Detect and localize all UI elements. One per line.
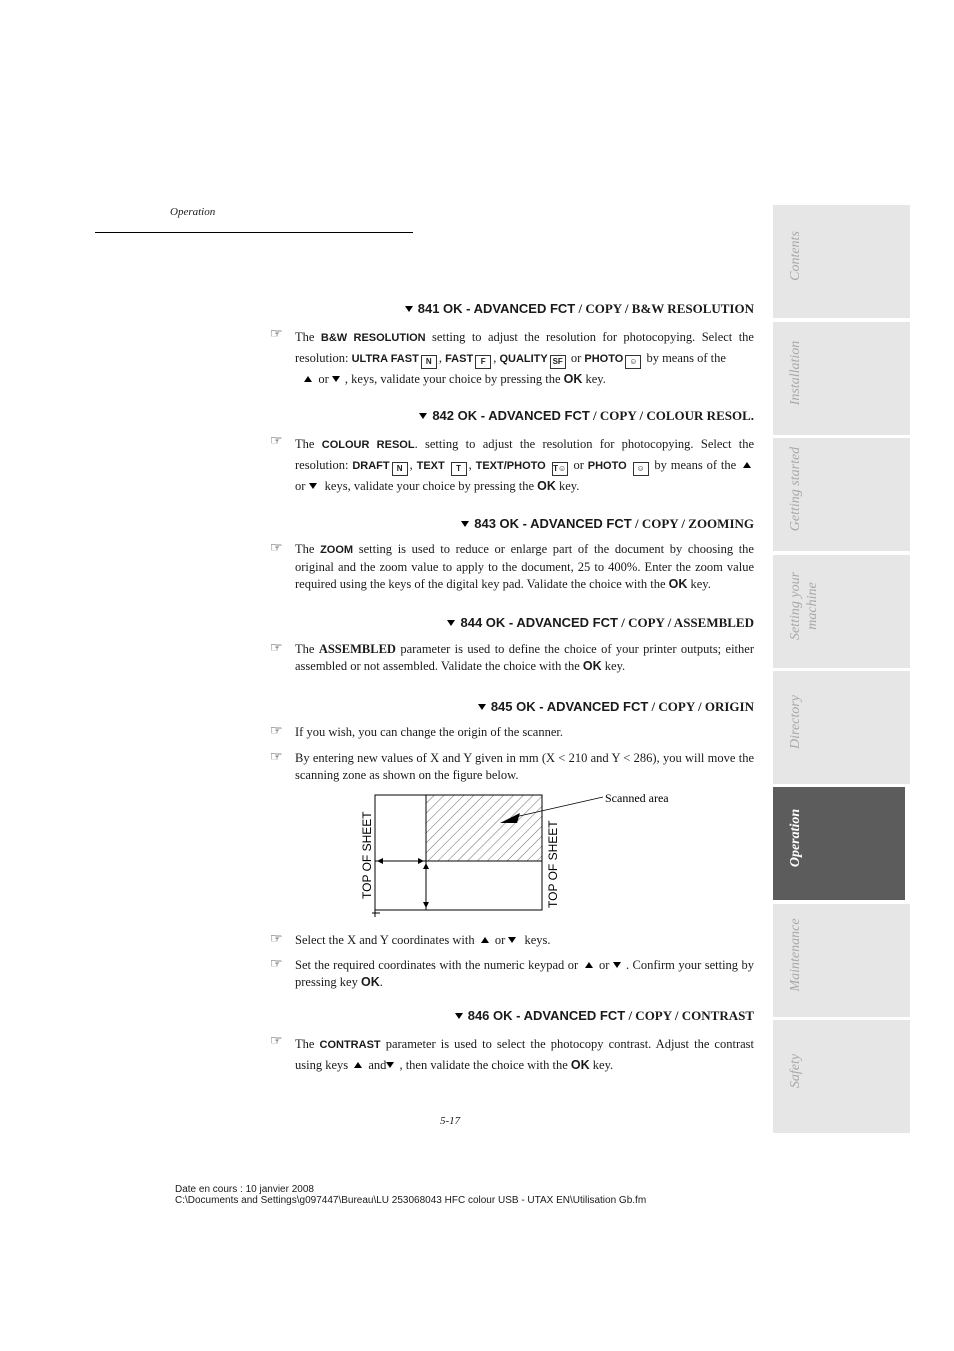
tab-directory[interactable]: Directory	[773, 671, 910, 784]
section-title-843: 843 OK - ADVANCED FCT / COPY / ZOOMING	[461, 516, 754, 532]
pointing-hand-icon: ☞	[270, 434, 283, 449]
scanned-area-label: Scanned area	[605, 791, 669, 805]
up-arrow-icon	[585, 962, 593, 968]
scan-origin-figure	[355, 785, 685, 920]
down-arrow-icon	[332, 376, 340, 382]
down-arrow-icon	[455, 1013, 463, 1019]
tab-setting-your-machine[interactable]: Setting your machine	[773, 555, 910, 668]
tab-safety[interactable]: Safety	[773, 1020, 910, 1133]
pointing-hand-icon: ☞	[270, 541, 283, 556]
section-title-845: 845 OK - ADVANCED FCT / COPY / ORIGIN	[478, 699, 754, 715]
fast-icon: F	[475, 355, 491, 369]
down-arrow-icon	[461, 521, 469, 527]
paragraph-845-1: If you wish, you can change the origin of the scanner.	[295, 725, 563, 739]
quality-icon: SF	[550, 355, 566, 369]
pointing-hand-icon: ☞	[270, 724, 283, 739]
photo-icon: ☺	[625, 355, 641, 369]
text-icon: T	[451, 462, 467, 476]
pointing-hand-icon: ☞	[270, 932, 283, 947]
down-arrow-icon	[447, 620, 455, 626]
header-section-label: Operation	[170, 206, 216, 218]
pointing-hand-icon: ☞	[270, 327, 283, 342]
section-title-846: 846 OK - ADVANCED FCT / COPY / CONTRAST	[455, 1008, 754, 1024]
pointing-hand-icon: ☞	[270, 1034, 283, 1049]
tab-maintenance[interactable]: Maintenance	[773, 904, 910, 1017]
paragraph-844: The ASSEMBLED parameter is used to define the choice of your printer outputs; either assembled or not assembled. Validate the choice with the OK key.	[295, 642, 754, 673]
footer-path: C:\Documents and Settings\g097447\Bureau\LU 253068043 HFC colour USB - UTAX EN\Utilisation Gb.fm	[175, 1195, 647, 1206]
scanned-area-rect	[426, 795, 542, 861]
paragraph-845-3: Select the X and Y coordinates with or keys.	[295, 933, 551, 947]
paragraph-842: The COLOUR RESOL. setting to adjust the resolution for photocopying. Select the resolution: DRAFT N , TEXT T , TEXT/PHOTO T☺ or PHOTO ☺ by means of the or keys, validate your choice by pressing the OK key.	[295, 437, 755, 493]
paragraph-841: The B&W RESOLUTION setting to adjust the resolution for photocopying. Select the resolution: ULTRA FAST N , FAST F , QUALITY SF or PHOTO ☺ by means of the or , keys, validate your choice by pressing the OK key.	[295, 330, 754, 386]
page-number: 5-17	[440, 1115, 461, 1127]
tab-getting-started[interactable]: Getting started	[773, 438, 910, 551]
down-arrow-icon	[405, 306, 413, 312]
paragraph-843: The ZOOM setting is used to reduce or enlarge part of the document by choosing the original and the zoom value to apply to the document, 25 to 400%. Enter the zoom value required using the keys of the digital key pad. Validate the choice with the OK key.	[295, 542, 754, 591]
tab-operation[interactable]: Operation	[773, 787, 905, 900]
down-arrow-icon	[419, 413, 427, 419]
pointing-hand-icon: ☞	[270, 750, 283, 765]
header-rule	[95, 232, 413, 233]
up-arrow-icon	[304, 376, 312, 382]
up-arrow-icon	[354, 1062, 362, 1068]
pointing-hand-icon: ☞	[270, 957, 283, 972]
pointing-hand-icon: ☞	[270, 641, 283, 656]
section-title-841: 841 OK - ADVANCED FCT / COPY / B&W RESOLUTION	[405, 301, 754, 317]
down-arrow-icon	[508, 937, 516, 943]
photo-icon: ☺	[633, 462, 649, 476]
down-arrow-icon	[309, 483, 317, 489]
down-arrow-icon	[613, 962, 621, 968]
draft-icon: N	[392, 462, 408, 476]
down-arrow-icon	[478, 704, 486, 710]
paragraph-845-2: By entering new values of X and Y given in mm (X < 210 and Y < 286), you will move the scanning zone as shown on the figure below.	[295, 751, 754, 782]
chapter-tabs	[773, 205, 910, 1134]
section-title-842: 842 OK - ADVANCED FCT / COPY / COLOUR RESOL.	[419, 408, 754, 424]
text-photo-icon: T☺	[552, 462, 568, 476]
tab-contents[interactable]: Contents	[773, 205, 910, 318]
top-of-sheet-label-right: TOP OF SHEET	[546, 820, 560, 908]
down-arrow-icon	[386, 1062, 394, 1068]
paragraph-845-4: Set the required coordinates with the numeric keypad or or . Confirm your setting by pressing key OK.	[295, 958, 754, 989]
paragraph-846: The CONTRAST parameter is used to select the photocopy contrast. Adjust the contrast using keys and , then validate the choice with the OK key.	[295, 1037, 754, 1072]
section-title-844: 844 OK - ADVANCED FCT / COPY / ASSEMBLED	[447, 615, 754, 631]
up-arrow-icon	[743, 462, 751, 468]
footer-date: Date en cours : 10 janvier 2008	[175, 1184, 314, 1195]
top-of-sheet-label-left: TOP OF SHEET	[360, 811, 374, 899]
tab-installation[interactable]: Installation	[773, 322, 910, 435]
ultra-fast-icon: N	[421, 355, 437, 369]
up-arrow-icon	[481, 937, 489, 943]
